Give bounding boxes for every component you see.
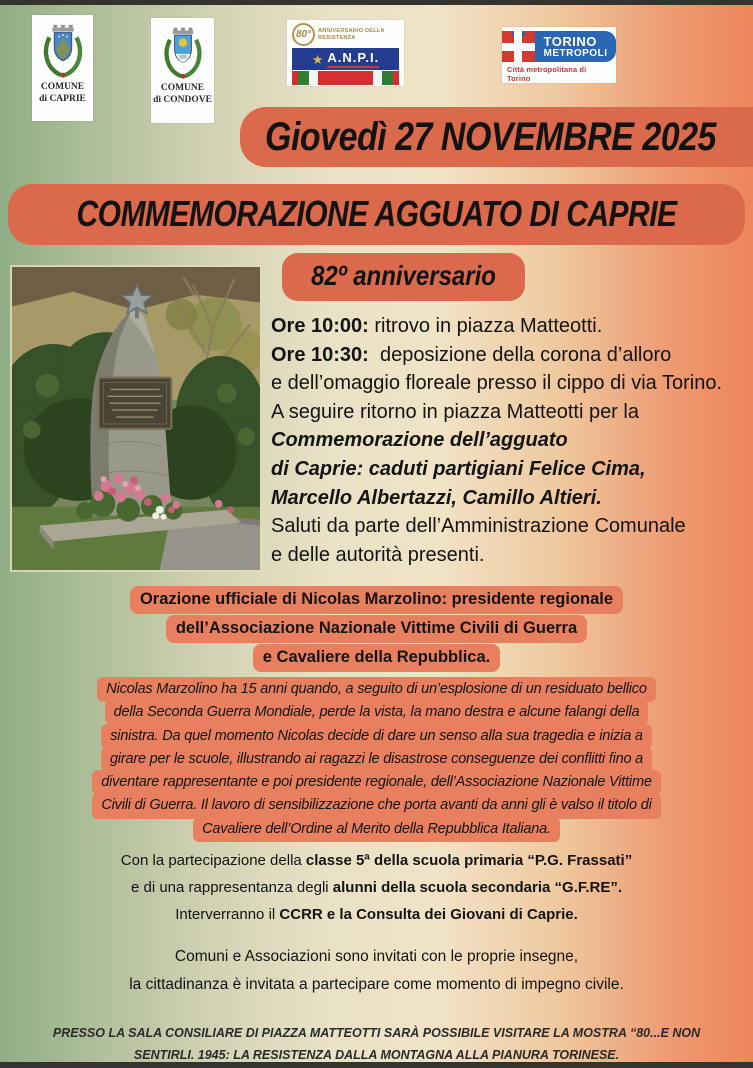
condove-label-line2: di CONDOVE	[153, 94, 212, 105]
bio-line	[0, 817, 753, 840]
participation-block	[0, 847, 753, 928]
oration-text: Orazione ufficiale di Nicolas Marzolino: presidente regionale	[130, 586, 623, 614]
participation-highlighted: alunni della scuola secondaria “G.F.RE”.	[332, 879, 623, 896]
logo-anpi-80-anniversario	[287, 20, 404, 86]
schedule-emphasis: Marcello Albertazzi, Camillo Altieri.	[271, 486, 602, 509]
bio-line	[0, 770, 753, 793]
schedule-text: Saluti da parte dell’Amministrazione Comunale	[271, 515, 686, 538]
biography-block	[0, 677, 753, 840]
anpi-name-bar	[292, 48, 399, 70]
anpi-flag-ribbon	[292, 71, 399, 85]
torino-subtitle: Città metropolitana di Torino	[507, 65, 587, 83]
schedule-text: deposizione della corona d’alloro	[368, 343, 672, 366]
bio-text: Civili di Guerra. Il lavoro di sensibilizzazione che porta avanti da anni gli è valso il titolo di	[92, 793, 660, 818]
schedule-line	[271, 398, 749, 427]
page-title: COMMEMORAZIONE AGGUATO DI CAPRIE	[76, 194, 677, 234]
participation-line	[0, 847, 753, 874]
anpi-anniversary-text: ANNIVERSARIO DELLA RESISTENZA	[318, 28, 385, 41]
title-banner	[8, 184, 745, 245]
poster-bottom-edge	[0, 1062, 753, 1068]
bio-text: diventare rappresentante e poi presidente regionale, dell’Associazione Nazionale Vittime	[92, 770, 660, 795]
schedule-text: A seguire ritorno in piazza Matteotti per la	[271, 400, 639, 423]
condove-crest-icon	[158, 23, 208, 81]
oration-line	[0, 614, 753, 643]
participation-line	[0, 874, 753, 901]
oration-text: dell’Associazione Nazionale Vittime Civili di Guerra	[166, 615, 587, 643]
invitation-block	[0, 943, 753, 999]
invitation-line: la cittadinanza è invitata a partecipare come momento di impegno civile.	[129, 976, 624, 993]
participation-text: Interverranno il	[175, 906, 280, 923]
caprie-label	[39, 82, 86, 106]
invitation-line: Comuni e Associazioni sono invitati con le proprie insegne,	[174, 948, 579, 965]
schedule-line	[271, 512, 749, 541]
oration-text: e Cavaliere della Repubblica.	[253, 644, 500, 672]
participation-highlighted: CCRR e la Consulta dei Giovani di Caprie.	[279, 906, 578, 923]
logo-torino-metropoli	[502, 27, 616, 83]
caprie-crest-icon	[38, 20, 88, 80]
logo-comune-di-caprie	[32, 15, 93, 121]
date-banner	[240, 107, 753, 167]
bio-text: Cavaliere dell’Ordine al Merito della Repubblica Italiana.	[193, 817, 560, 842]
oration-line	[0, 585, 753, 614]
monument-photo	[10, 265, 262, 572]
event-date: Giovedì 27 NOVEMBRE 2025	[265, 113, 716, 159]
bio-text: sinistra. Da quel momento Nicolas decide di dare un senso alla sua tragedia e inizia a	[101, 724, 652, 749]
schedule-time: Ore 10:00:	[271, 315, 369, 337]
schedule-line	[271, 484, 749, 513]
schedule-text: e delle autorità presenti.	[271, 543, 485, 566]
anpi-80-badge: 80°	[292, 23, 315, 46]
condove-label	[153, 83, 212, 107]
schedule-emphasis: di Caprie: caduti partigiani Felice Cima,	[271, 457, 646, 480]
event-schedule	[271, 312, 749, 569]
bio-text: girare per le scuole, illustrando ai ragazzi le disastrose conseguenze dei conflitti fino a	[101, 747, 652, 772]
oration-block	[0, 585, 753, 672]
bio-line	[0, 793, 753, 816]
anpi-top-row	[292, 23, 399, 46]
schedule-line	[271, 426, 749, 455]
schedule-line	[271, 312, 749, 341]
participation-text: e di una rappresentanza degli	[130, 879, 333, 896]
participation-line	[0, 901, 753, 928]
monument-photo-illustration	[12, 267, 260, 570]
schedule-text: ritrovo in piazza Matteotti.	[368, 315, 603, 337]
schedule-text: e dell’omaggio floreale presso il cippo di via Torino.	[271, 372, 722, 395]
anniversary-label: 82º anniversario	[311, 260, 496, 292]
schedule-line	[271, 455, 749, 484]
torino-logo-row	[502, 31, 617, 62]
logo-comune-di-condove	[151, 18, 214, 123]
torino-cross-icon	[502, 31, 535, 62]
exhibition-note-line: PRESSO LA SALA CONSILIARE DI PIAZZA MATTEOTTI SARÀ POSSIBILE VISITARE LA MOSTRA “80...E NON	[52, 1026, 701, 1040]
schedule-line	[271, 369, 749, 398]
anpi-name-text: A.N.P.I.	[327, 50, 379, 68]
bio-line	[0, 677, 753, 700]
poster-top-edge	[0, 0, 753, 5]
caprie-label-line1: COMUNE	[40, 82, 85, 92]
schedule-emphasis: Commemorazione dell’agguato	[271, 429, 568, 452]
anniversary-banner	[282, 253, 525, 301]
schedule-line	[271, 541, 749, 570]
torino-name-line2: METROPOLI	[543, 47, 608, 59]
participation-text: Con la partecipazione della	[120, 852, 306, 869]
caprie-label-line2: di CAPRIE	[39, 93, 86, 104]
oration-line	[0, 643, 753, 672]
bio-text: Nicolas Marzolino ha 15 anni quando, a seguito di un’esplosione di un residuato bellico	[97, 677, 655, 702]
exhibition-note	[0, 1022, 753, 1066]
torino-name-pill	[535, 31, 617, 62]
exhibition-note-line: SENTIRLI. 1945: LA RESISTENZA DALLA MONTAGNA ALLA PIANURA TORINESE.	[133, 1048, 620, 1062]
bio-text: della Seconda Guerra Mondiale, perde la vista, la mano destra e alcune falangi della	[105, 700, 649, 725]
torino-name-line1: TORINO	[543, 33, 597, 49]
participation-highlighted: classe 5ª della scuola primaria “P.G. Frassati”	[305, 852, 633, 869]
anpi-star-icon: ★	[311, 51, 324, 67]
bio-line	[0, 700, 753, 723]
condove-label-line1: COMUNE	[160, 83, 205, 93]
schedule-time: Ore 10:30:	[271, 343, 369, 366]
bio-line	[0, 724, 753, 747]
schedule-line	[271, 341, 749, 370]
bio-line	[0, 747, 753, 770]
